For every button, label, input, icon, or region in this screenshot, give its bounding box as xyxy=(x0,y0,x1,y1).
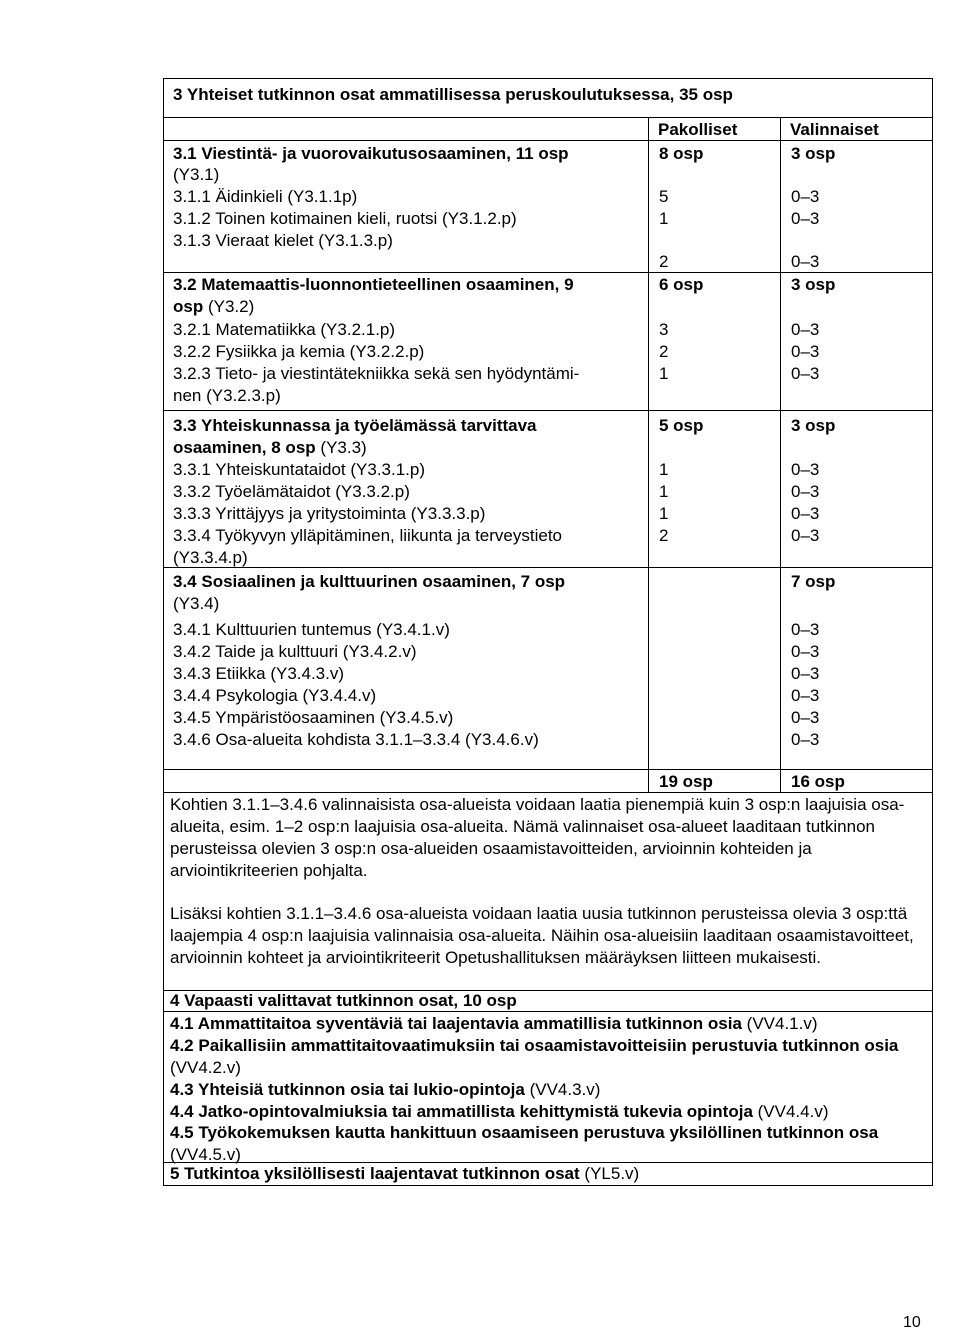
list-item: 3.4.5 Ympäristöosaaminen (Y3.4.5.v) xyxy=(173,708,454,727)
section-3-3-code: (Y3.3) xyxy=(320,438,367,457)
list-item: 3.2.2 Fysiikka ja kemia (Y3.2.2.p) xyxy=(173,342,425,361)
row-pakolliset: 2 xyxy=(659,526,669,545)
row-pakolliset: 2 xyxy=(659,252,669,271)
rule xyxy=(163,769,933,770)
item-code: (VV4.1.v) xyxy=(746,1014,818,1033)
section-5-code: (YL5.v) xyxy=(584,1164,640,1183)
row-pakolliset: 1 xyxy=(659,364,669,383)
section-3-3-title: 3.3 Yhteiskunnassa ja työelämässä tarvittava xyxy=(173,416,537,435)
list-item: 3.1.1 Äidinkieli (Y3.1.1p) xyxy=(173,187,358,206)
note-paragraph-1: Kohtien 3.1.1–3.4.6 valinnaisista osa-alueista voidaan laatia pienempiä kuin 3 osp:n laajuisia osa-alueita, esim. 1–2 osp:n laajuisia osa-alueita. Nämä valinnaiset osa-alueet laaditaan tutkinnon perusteissa olevien 3 osp:n osa-alueiden osaamistavoitteiden, arvioinnin kohteiden ja arviointikriteerien pohjalta. xyxy=(170,795,905,880)
row-valinnaiset: 0–3 xyxy=(791,642,820,661)
list-item: 3.1.3 Vieraat kielet (Y3.1.3.p) xyxy=(173,231,393,250)
item-title: 4.3 Yhteisiä tutkinnon osia tai lukio-opintoja xyxy=(170,1080,525,1099)
list-item-cont: (Y3.3.4.p) xyxy=(173,548,248,567)
section-3-2-pakolliset: 6 osp xyxy=(659,275,704,294)
item-code: (VV4.4.v) xyxy=(757,1102,829,1121)
row-valinnaiset: 0–3 xyxy=(791,504,820,523)
list-item: 3.4.1 Kulttuurien tuntemus (Y3.4.1.v) xyxy=(173,620,450,639)
item-title: 4.2 Paikallisiin ammattitaitovaatimuksiin tai osaamistavoitteisiin perustuvia tutkinnon osia xyxy=(170,1036,899,1055)
list-item: 3.4.3 Etiikka (Y3.4.3.v) xyxy=(173,664,345,683)
row-valinnaiset: 0–3 xyxy=(791,708,820,727)
row-pakolliset: 1 xyxy=(659,209,669,228)
row-valinnaiset: 0–3 xyxy=(791,620,820,639)
section-3-3-title-cont xyxy=(173,437,643,459)
list-item: 3.4.2 Taide ja kulttuuri (Y3.4.2.v) xyxy=(173,642,417,661)
item-title: 4.4 Jatko-opintovalmiuksia tai ammatillista kehittymistä tukevia opintoja xyxy=(170,1102,753,1121)
rule xyxy=(163,117,933,118)
note-paragraph-2: Lisäksi kohtien 3.1.1–3.4.6 osa-alueista voidaan laatia uusia tutkinnon perusteissa olevia 3 osp:ttä laajempia 4 osp:n laajuisia valinnaisia osa-alueita. Näihin osa-alueisiin laaditaan osaamistavoitteet, arvioinnin kohteet ja arviointikriteerit Opetushallituksen määräyksen liitteen mukaisesti. xyxy=(170,904,914,967)
col-divider xyxy=(780,117,781,792)
item-code: (VV4.5.v) xyxy=(170,1145,241,1164)
row-valinnaiset: 0–3 xyxy=(791,342,820,361)
row-valinnaiset: 0–3 xyxy=(791,686,820,705)
col-divider xyxy=(648,117,649,792)
section-4-item xyxy=(170,1013,930,1035)
list-item-cont: nen (Y3.2.3.p) xyxy=(173,386,281,405)
section-5-title: 5 Tutkintoa yksilöllisesti laajentavat tutkinnon osat xyxy=(170,1164,580,1183)
section-3-3-pakolliset: 5 osp xyxy=(659,416,704,435)
list-item: 3.4.6 Osa-alueita kohdista 3.1.1–3.3.4 (Y3.4.6.v) xyxy=(173,730,539,749)
section-3-4-valinnaiset: 7 osp xyxy=(791,572,836,591)
list-item: 3.4.4 Psykologia (Y3.4.4.v) xyxy=(173,686,377,705)
row-pakolliset: 1 xyxy=(659,482,669,501)
section-3-2-title: 3.2 Matemaattis-luonnontieteellinen osaaminen, 9 xyxy=(173,275,574,294)
list-item: 3.3.4 Työkyvyn ylläpitäminen, liikunta ja terveystieto xyxy=(173,526,562,545)
section-3-3-title2: osaaminen, 8 osp xyxy=(173,438,316,457)
section-4-item xyxy=(170,1035,910,1079)
row-valinnaiset: 0–3 xyxy=(791,664,820,683)
row-pakolliset: 5 xyxy=(659,187,669,206)
item-code: (VV4.2.v) xyxy=(170,1058,241,1077)
section-3-2-code: (Y3.2) xyxy=(207,297,255,316)
row-valinnaiset: 0–3 xyxy=(791,460,820,479)
list-item: 3.3.2 Työelämätaidot (Y3.3.2.p) xyxy=(173,482,410,501)
row-valinnaiset: 0–3 xyxy=(791,526,820,545)
section-4-item xyxy=(170,1101,930,1123)
section-3-1-valinnaiset: 3 osp xyxy=(791,144,836,163)
section-3-1-code: (Y3.1) xyxy=(173,165,220,184)
list-item: 3.2.1 Matematiikka (Y3.2.1.p) xyxy=(173,320,396,339)
item-title: 4.1 Ammattitaitoa syventäviä tai laajentavia ammatillisia tutkinnon osia xyxy=(170,1014,742,1033)
page-number: 10 xyxy=(903,1314,921,1331)
section-4-item xyxy=(170,1079,930,1101)
section-4-heading: 4 Vapaasti valittavat tutkinnon osat, 10 osp xyxy=(170,991,517,1010)
total-valinnaiset: 16 osp xyxy=(791,772,845,791)
col-header-valinnaiset: Valinnaiset xyxy=(790,120,879,139)
list-item: 3.2.3 Tieto- ja viestintätekniikka sekä sen hyödyntämi- xyxy=(173,364,580,383)
list-item: 3.3.1 Yhteiskuntataidot (Y3.3.1.p) xyxy=(173,460,426,479)
row-valinnaiset: 0–3 xyxy=(791,252,820,271)
row-valinnaiset: 0–3 xyxy=(791,320,820,339)
row-valinnaiset: 0–3 xyxy=(791,730,820,749)
list-item: 3.3.3 Yrittäjyys ja yritystoiminta (Y3.3.3.p) xyxy=(173,504,486,523)
section-3-2-title-cont xyxy=(173,296,643,318)
row-valinnaiset: 0–3 xyxy=(791,482,820,501)
section-4-item xyxy=(170,1122,925,1166)
section-3-2-title2: osp xyxy=(173,297,204,316)
section-3-heading: 3 Yhteiset tutkinnon osat ammatillisessa peruskoulutuksessa, 35 osp xyxy=(173,85,733,104)
item-code: (VV4.3.v) xyxy=(529,1080,601,1099)
total-pakolliset: 19 osp xyxy=(659,772,713,791)
section-3-4-title: 3.4 Sosiaalinen ja kulttuurinen osaaminen, 7 osp xyxy=(173,572,566,591)
row-valinnaiset: 0–3 xyxy=(791,209,820,228)
row-pakolliset: 1 xyxy=(659,460,669,479)
section-3-3-valinnaiset: 3 osp xyxy=(791,416,836,435)
row-pakolliset: 1 xyxy=(659,504,669,523)
section-3-4-code: (Y3.4) xyxy=(173,594,220,613)
list-item: 3.1.2 Toinen kotimainen kieli, ruotsi (Y3.1.2.p) xyxy=(173,209,517,228)
row-pakolliset: 2 xyxy=(659,342,669,361)
row-valinnaiset: 0–3 xyxy=(791,187,820,206)
section-3-1-title: 3.1 Viestintä- ja vuorovaikutusosaaminen, 11 osp xyxy=(173,144,569,163)
rule xyxy=(163,410,933,411)
col-header-pakolliset: Pakolliset xyxy=(658,120,738,139)
section-3-2-valinnaiset: 3 osp xyxy=(791,275,836,294)
section-5-heading xyxy=(170,1163,639,1185)
item-title: 4.5 Työkokemuksen kautta hankittuun osaamiseen perustuva yksilöllinen tutkinnon osa xyxy=(170,1123,879,1142)
section-3-1-pakolliset: 8 osp xyxy=(659,144,704,163)
row-pakolliset: 3 xyxy=(659,320,669,339)
row-valinnaiset: 0–3 xyxy=(791,364,820,383)
